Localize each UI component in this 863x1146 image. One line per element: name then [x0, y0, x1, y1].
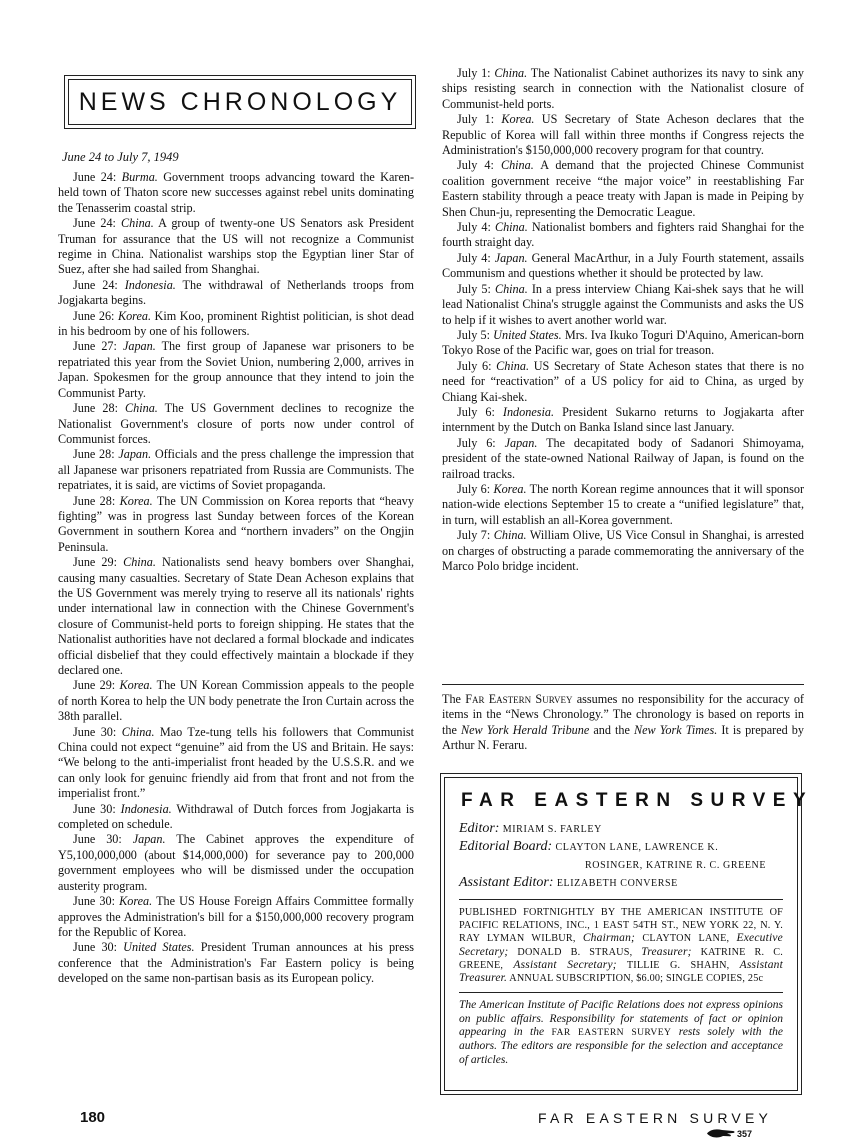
pointing-hand-icon: [706, 1128, 736, 1139]
entry-date: July 5:: [457, 327, 490, 342]
entry-place: China.: [500, 158, 534, 173]
entry-text: The north Korean regime announces that it will sponsor nation-wide elections September 15 to create a “unified legislature” that, in turn, will establish an all-Korea government.: [442, 481, 804, 527]
board-names-2: ROSINGER, KATRINE R. C. GREENE: [585, 860, 767, 871]
entry-date: June 28:: [73, 401, 118, 416]
chronology-entry: [442, 328, 804, 359]
page-number: 180: [80, 1109, 106, 1126]
pub-text: KATRINE R. C. GREENE,: [459, 946, 784, 971]
entry-text: General MacArthur, in a July Fourth statement, assails Communism and questions whether it should be protected by law.: [442, 250, 805, 281]
entry-date: June 28:: [73, 447, 115, 462]
entry-text: A demand that the projected Chinese Communist coalition government receive “the major voice” in reestablishing Far Eastern stability through a peace treaty with Japan is made in Peiping by Shen Chun-ju, representing the Democratic League.: [442, 158, 805, 219]
disclaimer-note: [442, 692, 804, 754]
staff-list: [459, 820, 783, 892]
entry-text: Officials and the press challenge the impression that all Japanese war prisoners repatriated from Russia are Communists. The repatriates, it is said, are victims of Soviet propaganda.: [58, 447, 415, 493]
entry-text: US Secretary of State Acheson declares that the Republic of Korea will fall within three months if Congress rejects the Administration's $150,000,000 recovery program for that country.: [442, 112, 805, 158]
chronology-entry: [442, 158, 804, 220]
entry-text: Mrs. Iva Ikuko Toguri D'Aquino, American-born Tokyo Rose of the Pacific war, goes on trial for treason.: [442, 327, 804, 358]
disclaimer-journal-name: Far Eastern Survey: [465, 692, 573, 706]
chronology-entry: [442, 112, 804, 158]
entry-text: The Nationalist Cabinet authorizes its navy to sink any ships resisting search in connection with the Nationalist closure of Communist-held ports.: [442, 66, 804, 111]
entry-date: June 24:: [73, 277, 118, 292]
entry-date: July 6:: [457, 404, 495, 419]
chronology-entry: [58, 802, 414, 833]
box-divider: [459, 992, 783, 993]
entry-date: June 24:: [73, 216, 116, 231]
chronology-entry: [58, 339, 414, 401]
chronology-entry: [58, 832, 414, 894]
box-divider: [459, 899, 783, 900]
footer-journal-title: FAR EASTERN SURVEY: [538, 1110, 773, 1126]
entry-place: Japan.: [118, 447, 152, 462]
chronology-entry: [58, 309, 414, 340]
entry-text: The Cabinet approves the expenditure of Y5,100,000,000 (about $14,000,000) for severance pay to 200,000 government employees who will be dismissed under the occupation austerity program.: [58, 832, 415, 893]
chronology-entry: [442, 482, 804, 528]
chronology-entry: [442, 405, 804, 436]
entry-place: Korea.: [119, 894, 153, 909]
entry-text: Nationalist bombers and fighters raid Shanghai for the fourth straight day.: [442, 220, 805, 250]
policy-text: rests solely with the authors. The editors are responsible for the selection and acceptance of articles.: [459, 1026, 784, 1066]
date-range: June 24 to July 7, 1949: [62, 150, 179, 164]
disclaimer-text: and the: [589, 722, 635, 737]
assistant-line: [459, 874, 783, 892]
entry-place: China.: [496, 358, 530, 373]
entry-text: The decapitated body of Sadanori Shimoyama, president of the state-owned National Railway of Japan, is found on the railroad tracks.: [442, 435, 805, 481]
entry-place: Korea.: [119, 493, 153, 508]
entry-date: June 30:: [73, 832, 122, 847]
entry-text: A group of twenty-one US Senators ask President Truman for assurance that the US will not recognize a Communist regime in China. Nationalist warships stop the Egyptian liner Star of Suez, after she had sailed from Shanghai.: [58, 216, 415, 277]
entry-date: June 28:: [73, 493, 116, 508]
entry-place: Japan.: [494, 250, 528, 265]
policy-journal-name: FAR EASTERN SURVEY: [551, 1027, 672, 1039]
publication-info: [459, 906, 783, 985]
entry-text: Withdrawal of Dutch forces from Jogjakarta is completed on schedule.: [58, 801, 415, 832]
entry-text: US Secretary of State Acheson states that there is no need for “reactivation” of a US policy for aid to China, as urged by Chiang Kai-shek.: [442, 358, 804, 404]
entry-date: June 30:: [73, 724, 117, 739]
entry-date: July 1:: [457, 112, 495, 127]
entry-place: China.: [494, 66, 528, 80]
chronology-entry: [442, 528, 804, 574]
entry-date: July 4:: [457, 158, 494, 173]
entry-place: China.: [493, 528, 527, 543]
entry-place: China.: [494, 281, 528, 296]
entry-place: Korea.: [117, 308, 152, 323]
chronology-entry: [58, 940, 414, 986]
chronology-entry: [58, 678, 414, 724]
entry-text: President Truman announces at his press conference that the Administration's Far Eastern policy is being developed on the same non-partisan basis as its European policy.: [58, 940, 415, 986]
chronology-entry: [58, 725, 414, 802]
entry-place: China.: [121, 724, 155, 739]
entry-date: June 27:: [73, 339, 117, 354]
pub-text: DONALD B. STRAUS,: [508, 946, 642, 958]
entry-text: Nationalists send heavy bombers over Shanghai, causing many casualties. Secretary of State Dean Acheson explains that the US Government was merely trying to reserve all its nationals' rights under international law in connection with the Chinese Government's closure of Communist-held ports to foreign shipping. He states that the Nationalist authorities have not declared a formal blockade and indicates official disbelief that they could effectively maintain a blockade if they declared one.: [58, 555, 415, 677]
board-label: Editorial Board:: [459, 839, 553, 854]
entry-place: Korea.: [501, 112, 535, 127]
entry-date: June 24:: [73, 170, 117, 184]
journal-title: FAR EASTERN SURVEY: [461, 790, 814, 811]
entry-text: The UN Korean Commission appeals to the people of north Korea to help the UN body penetrate the Iron Curtain across the 38th parallel.: [58, 678, 415, 724]
masthead-box-inner: [444, 777, 814, 1091]
entry-place: China.: [123, 555, 156, 570]
pub-role: Assistant Treasurer.: [459, 958, 783, 985]
chronology-entry: [442, 359, 804, 405]
chronology-entry: [58, 401, 414, 447]
entry-date: June 26:: [73, 308, 115, 323]
entry-place: United States.: [493, 327, 562, 342]
editor-name: MIRIAM S. FARLEY: [502, 824, 602, 835]
entry-place: Korea.: [119, 678, 153, 693]
entry-date: June 29:: [73, 555, 117, 570]
policy-text: The American Institute of Pacific Relations does not express opinions on public affairs. Responsibility for statements of fact or opinion appearing in the: [459, 999, 783, 1039]
entry-text: The US House Foreign Affairs Committee formally approves the Administration's bill for a $150,000,000 recovery program for the Republic of Korea.: [58, 894, 415, 939]
entry-text: Government troops advancing toward the Karen-held town of Thaton score new successes against rebel units dominating the Tenasserim coastal strip.: [58, 170, 415, 215]
disclaimer-divider: [442, 684, 804, 685]
entry-date: July 6:: [457, 435, 496, 450]
chronology-entry: [58, 494, 414, 556]
entry-date: July 1:: [457, 66, 491, 80]
assistant-name: ELIZABETH CONVERSE: [556, 878, 678, 889]
entry-text: The UN Commission on Korea reports that “heavy fighting” was in progress last Sunday between forces of the Korean Government in southern Korea and “northern invaders” on the Ongjin Peninsula.: [58, 493, 414, 554]
disclaimer-source-herald: New York Herald Tribune: [460, 722, 590, 737]
pub-text: PUBLISHED FORTNIGHTLY BY THE AMERICAN INSTITUTE OF PACIFIC RELATIONS, INC., 1 EAST 54TH ST., NEW YORK 22, N. Y. RAY LYMAN WILBUR,: [459, 907, 783, 945]
entry-date: June 30:: [73, 801, 116, 816]
pub-role: Chairman;: [582, 932, 636, 945]
chronology-entry: [442, 220, 804, 251]
masthead-frame: [64, 75, 416, 129]
entry-date: June 30:: [73, 940, 118, 955]
section-title: NEWS CHRONOLOGY: [68, 79, 412, 125]
chronology-entry: [58, 216, 414, 278]
entry-place: Indonesia.: [120, 801, 172, 816]
pub-text: CLAYTON LANE,: [635, 933, 737, 945]
entry-date: July 5:: [457, 281, 491, 296]
chronology-entry: [58, 278, 414, 309]
stamp-number: 357: [737, 1128, 753, 1139]
chronology-column-left: [58, 170, 414, 987]
editor-label: Editor:: [459, 821, 500, 836]
entry-place: Indonesia.: [502, 404, 555, 419]
entry-date: July 4:: [457, 250, 491, 265]
entry-place: China.: [125, 401, 158, 416]
chronology-entry: [442, 436, 804, 482]
pub-text: TILLIE G. SHAHN,: [616, 959, 740, 971]
pub-role: Treasurer;: [641, 945, 692, 958]
board-names-1: CLAYTON LANE, LAWRENCE K.: [555, 842, 719, 853]
entry-date: July 7:: [457, 528, 491, 543]
entry-date: July 6:: [457, 358, 492, 373]
entry-date: July 6:: [457, 481, 491, 496]
pub-text: ANNUAL SUBSCRIPTION, $6.00; SINGLE COPIES, 25c: [507, 973, 764, 985]
editor-line: [459, 820, 783, 838]
entry-place: Korea.: [493, 481, 527, 496]
entry-text: Kim Koo, prominent Rightist politician, is shot dead in his bedroom by one of his followers.: [58, 308, 415, 339]
disclaimer-source-times: New York Times.: [634, 722, 718, 737]
chronology-entry: [442, 66, 804, 112]
chronology-entry: [442, 251, 804, 282]
board-line-2: [459, 856, 783, 874]
board-line: [459, 838, 783, 856]
entry-text: William Olive, US Vice Consul in Shanghai, is arrested on charges of obstructing a parade commemorating the anniversary of the Marco Polo bridge incident.: [442, 528, 805, 573]
entry-place: Japan.: [132, 832, 166, 847]
entry-place: China.: [494, 220, 528, 235]
entry-text: The first group of Japanese war prisoners to be repatriated this year from the Soviet Union, numbering 2,000, arrives in Japan. Spokesmen for the group announce that they intend to join the Communist Party.: [58, 339, 415, 400]
entry-date: June 30:: [73, 894, 116, 909]
entry-place: Japan.: [504, 435, 538, 450]
assistant-label: Assistant Editor:: [459, 875, 554, 890]
entry-text: Mao Tze-tung tells his followers that Communist China could not expect “genuine” aid from the US and Britain. He says: “We belong to the anti-imperialist front headed by the U.S.S.R. and we can only look for genuinc friendly aid from that front and not from the imperialist front.”: [58, 724, 415, 801]
chronology-entry: [58, 555, 414, 678]
page-stamp: [706, 1128, 752, 1139]
masthead-box: [440, 773, 814, 1095]
entry-place: United States.: [123, 940, 195, 955]
entry-text: In a press interview Chiang Kai-shek says that he will lead Nationalist China's struggle against the Communists and asks the US to help if it wishes to avert another world war.: [442, 281, 805, 327]
pub-role: Assistant Secretary;: [513, 958, 617, 971]
pub-role: Executive Secretary;: [459, 932, 783, 958]
entry-place: China.: [120, 216, 154, 231]
entry-text: President Sukarno returns to Jogjakarta after internment by the Dutch on Banka Island since last January.: [442, 404, 804, 435]
chronology-entry: [58, 170, 414, 216]
entry-date: July 4:: [457, 220, 491, 235]
chronology-column-right: [442, 66, 804, 574]
disclaimer-text: It is prepared by Arthur N. Feraru.: [442, 722, 804, 753]
entry-place: Japan.: [122, 339, 156, 354]
editorial-policy: [459, 999, 783, 1067]
disclaimer-text: assumes no responsibility for the accuracy of items in the “News Chronology.” The chronology is based on reports in the: [442, 692, 804, 737]
entry-place: Burma.: [121, 170, 158, 184]
disclaimer-text: The: [442, 692, 466, 706]
chronology-entry: [58, 894, 414, 940]
entry-place: Indonesia.: [124, 277, 176, 292]
entry-date: June 29:: [73, 678, 116, 693]
entry-text: The withdrawal of Netherlands troops from Jogjakarta begins.: [58, 277, 414, 308]
chronology-entry: [58, 447, 414, 493]
entry-text: The US Government declines to recognize the Nationalist Government's closure of ports now under control of Communist forces.: [58, 401, 415, 446]
chronology-entry: [442, 282, 804, 328]
